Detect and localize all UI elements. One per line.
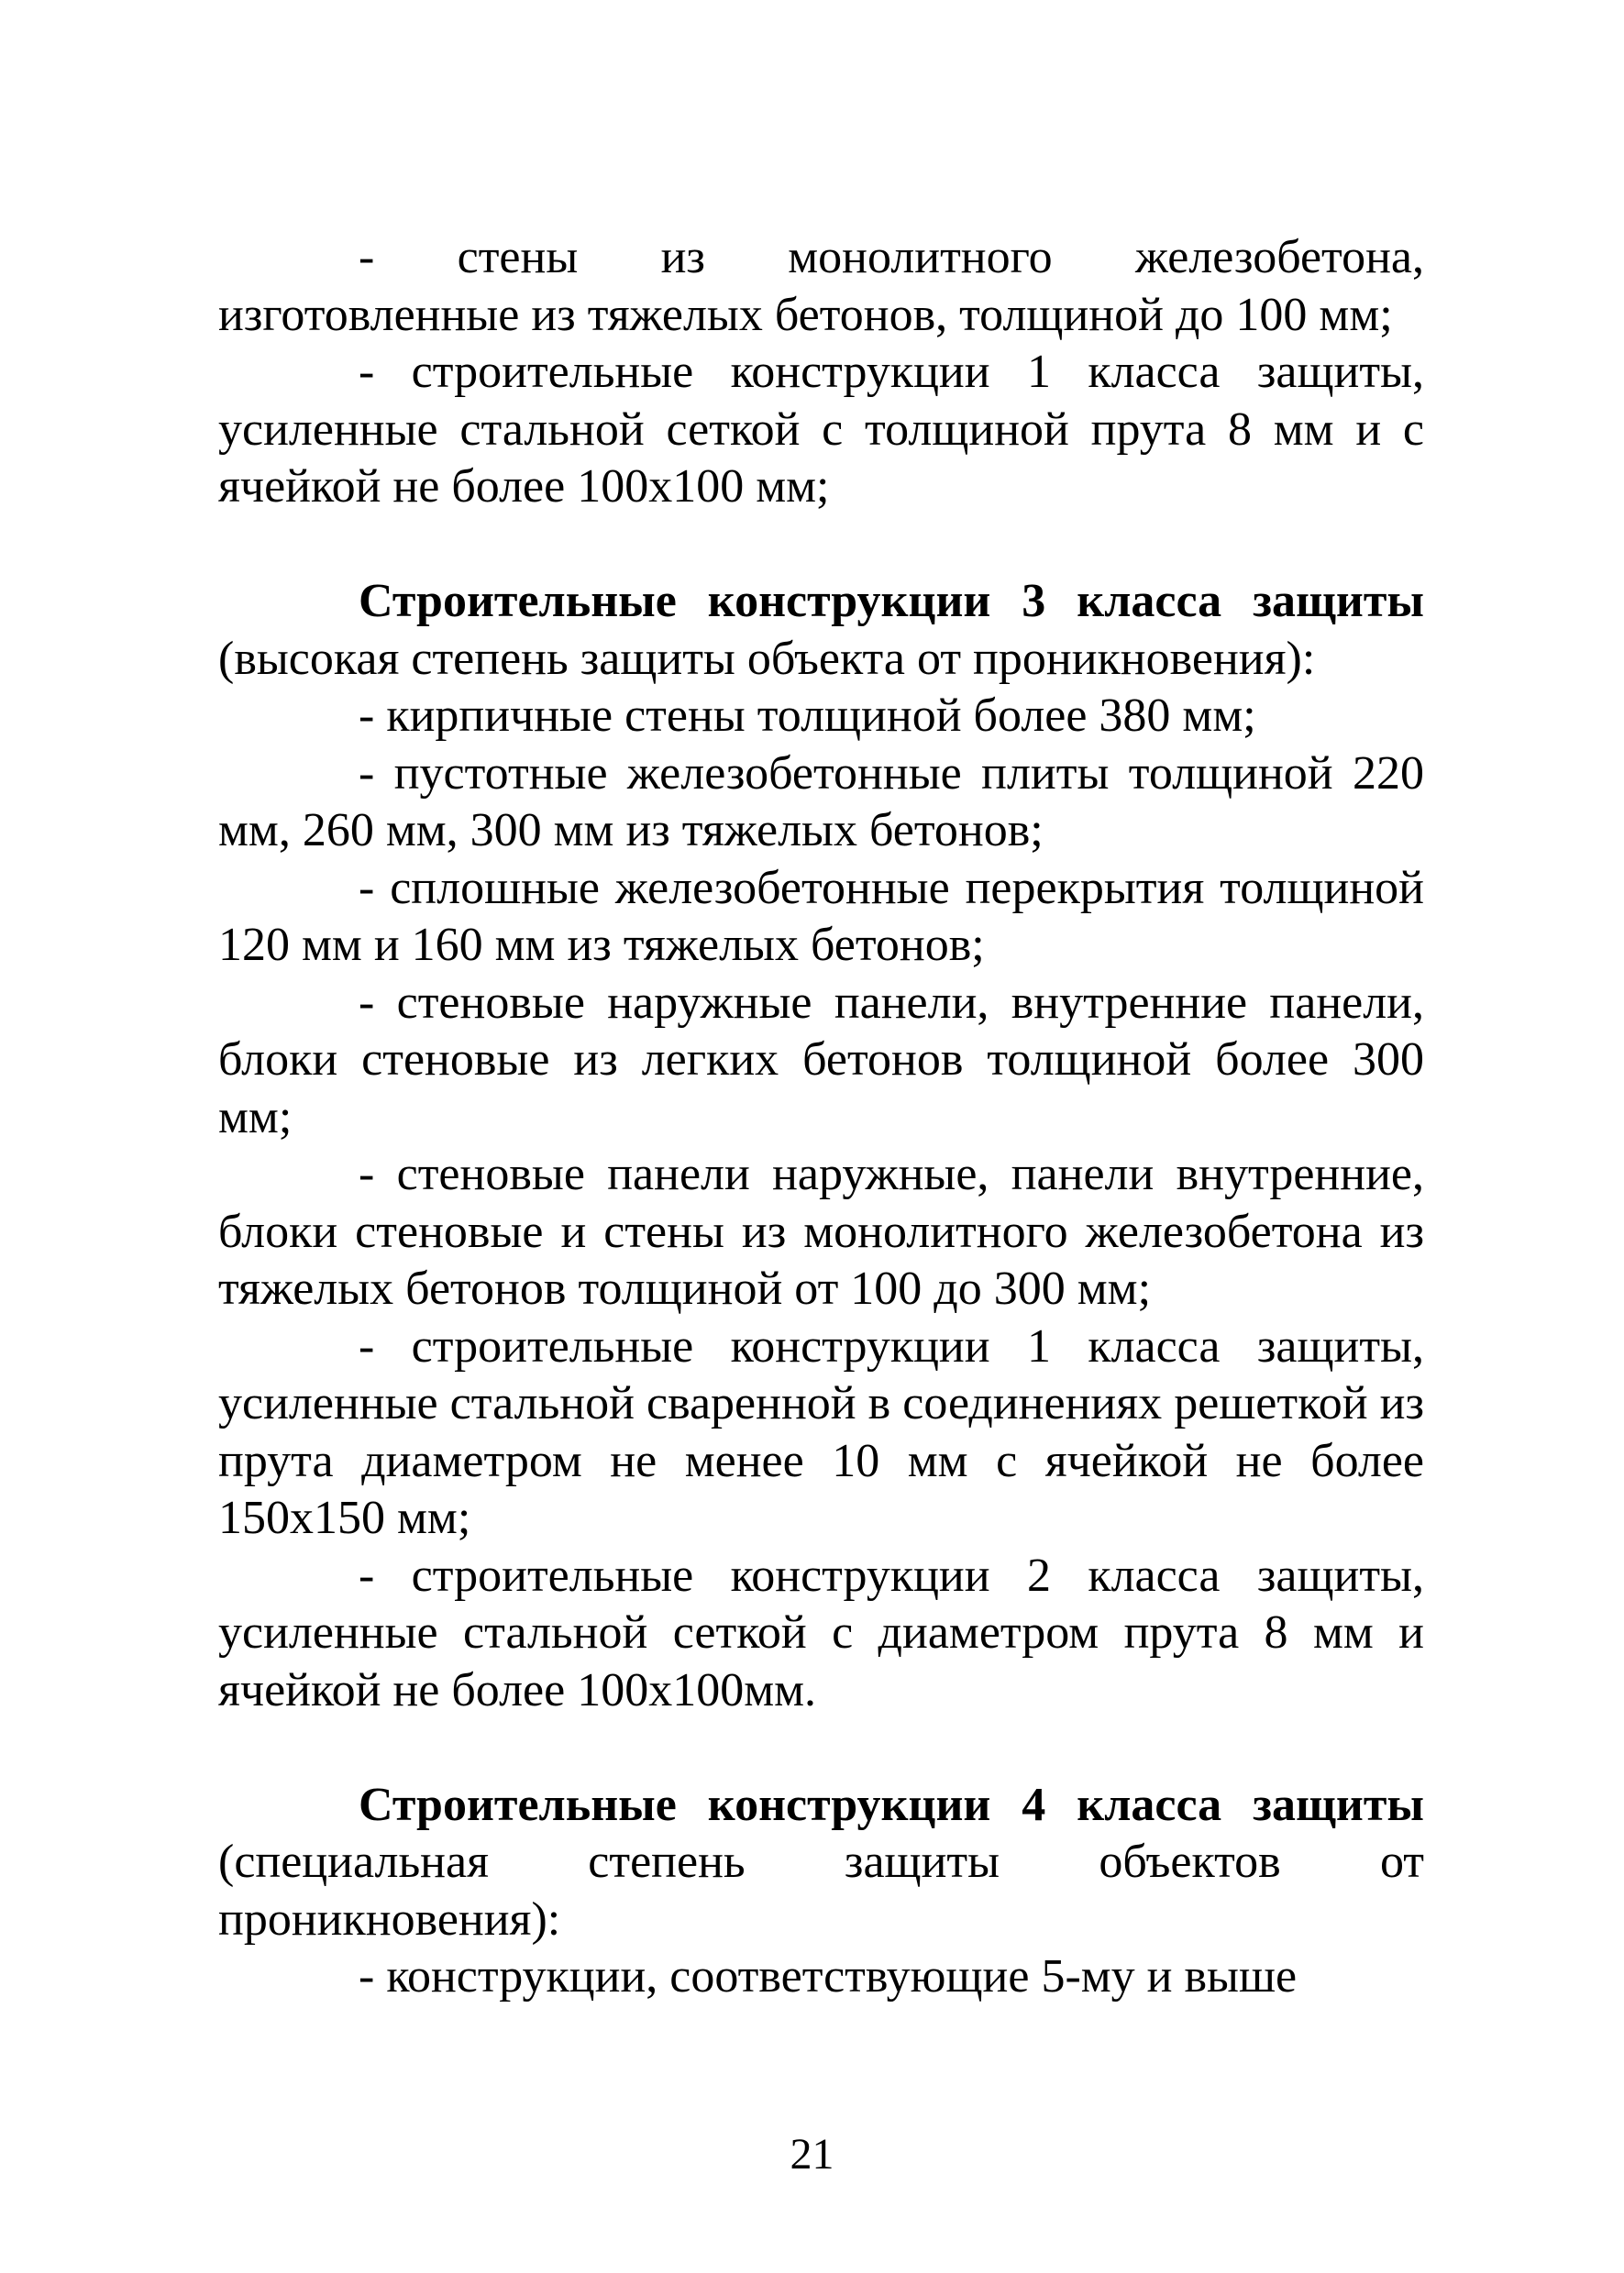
paragraph-light-concrete-panels: - стеновые наружные панели, внутренние панели, блоки стеновые из легких бетонов толщиной более 300 мм; [218, 976, 1424, 1143]
heading-class4-subtitle: (специальная степень защиты объектов от проникновения): [218, 1836, 1424, 1946]
page-number: 21 [790, 2130, 834, 2179]
paragraph-solid-floors: - сплошные железобетонные перекрытия толщиной 120 мм и 160 мм из тяжелых бетонов; [218, 861, 1424, 971]
paragraph-brick-walls: - кирпичные стены толщиной более 380 мм; [359, 690, 1256, 742]
heading-class4 [218, 1777, 1424, 1949]
paragraph-gap [218, 1719, 1424, 1777]
paragraph-class2-mesh: - строительные конструкции 2 класса защиты, усиленные стальной сеткой с диаметром прута 8 мм и ячейкой не более 100х100мм. [218, 1549, 1424, 1716]
paragraph-hollow-slabs: - пустотные железобетонные плиты толщиной 220 мм, 260 мм, 300 мм из тяжелых бетонов; [218, 746, 1424, 856]
body-text [218, 229, 1424, 2006]
paragraph-class1-grid: - строительные конструкции 1 класса защиты, усиленные стальной сваренной в соединениях решеткой из прута диаметром не менее 10 мм с ячейкой не более 150х150 мм; [218, 1319, 1424, 1544]
heading-class3-subtitle: (высокая степень защиты объекта от проникновения): [218, 632, 1316, 685]
heading-class3-title: Строительные конструкции 3 класса защиты [359, 575, 1424, 627]
paragraph-class5-constructions: - конструкции, соответствующие 5-му и выше [359, 1950, 1298, 2003]
heading-class4-title: Строительные конструкции 4 класса защиты [359, 1778, 1424, 1831]
paragraph-class1-mesh: - строительные конструкции 1 класса защиты, усиленные стальной сеткой с толщиной прута 8 мм и с ячейкой не более 100х100 мм; [218, 346, 1424, 513]
heading-class3 [218, 573, 1424, 688]
paragraph-heavy-concrete-panels: - стеновые панели наружные, панели внутренние, блоки стеновые и стены из монолитного железобетона из тяжелых бетонов толщиной от 100 до 300 мм; [218, 1148, 1424, 1315]
paragraph-gap [218, 516, 1424, 574]
paragraph-monolithic-walls: - стены из монолитного железобетона, изготовленные из тяжелых бетонов, толщиной до 100 мм; [218, 231, 1424, 341]
